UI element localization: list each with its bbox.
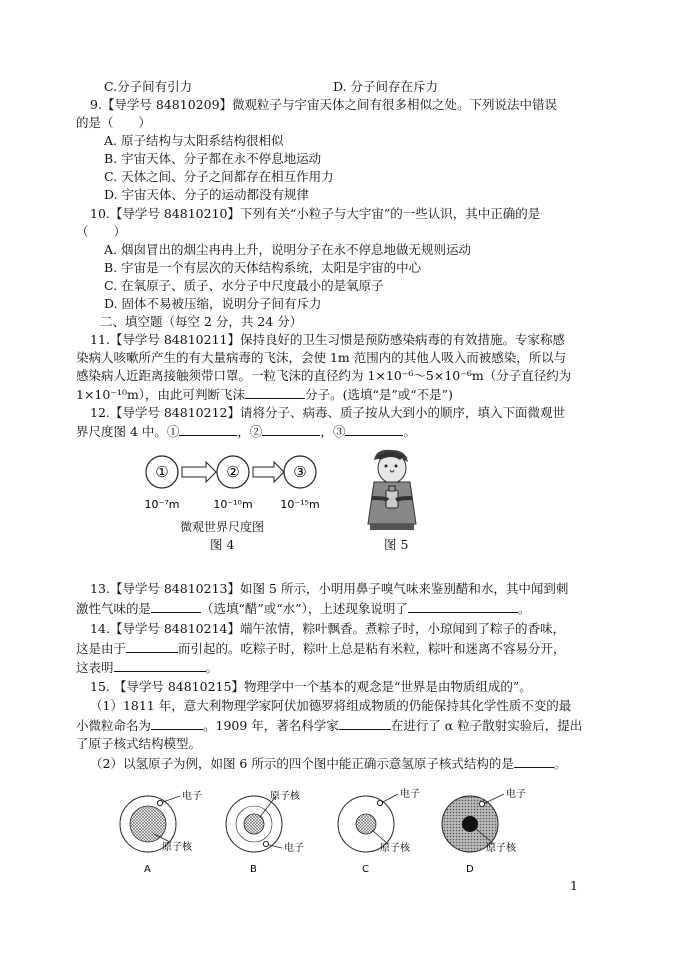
q15-line1: 15. 【导学号 84810215】物理学中一个基本的观念是“世界是由物质组成的”。: [90, 679, 532, 694]
q14-blank-1[interactable]: [126, 639, 178, 653]
figure-4-title: 微观世界尺度图: [180, 520, 265, 534]
q9-stem-line2: 的是（ ）: [76, 115, 152, 130]
atom-d-letter: D: [466, 864, 474, 875]
atom-d-nucleus-label: 原子核: [486, 843, 516, 854]
q12-line2: [76, 422, 416, 441]
q15-part1-line3: 了原子核式结构模型。: [76, 736, 202, 751]
q11-line4-text-b: 分子。(选填“是”或“不是”): [305, 387, 453, 402]
q15-part2: [90, 754, 566, 773]
q10-option-c: C. 在氧原子、质子、水分子中尺度最小的是氧原子: [104, 278, 384, 293]
q9-option-c: C. 天体之间、分子之间都存在相互作用力: [104, 169, 334, 184]
q14-blank-2[interactable]: [114, 658, 206, 672]
q9-option-d: D. 宇宙天体、分子的运动都没有规律: [104, 187, 310, 202]
q10-stem-line1: 10.【导学号 84810210】下列有关“小粒子与大宇宙”的一些认识，其中正确的是: [90, 206, 541, 221]
atom-b-letter: B: [250, 864, 257, 875]
q15-part2-end: 。: [553, 756, 567, 771]
atom-a-nucleus-label: 原子核: [162, 842, 192, 853]
q10-option-d: D. 固体不易被压缩，说明分子间有斥力: [104, 296, 322, 311]
q10-stem-line2: （ ）: [76, 224, 127, 239]
q15-text-b: 。1909 年，著名科学家: [203, 718, 339, 733]
q14-text-c: 这表明: [76, 660, 114, 675]
q10-option-a: A. 烟囱冒出的烟尘冉冉上升，说明分子在永不停息地做无规则运动: [104, 242, 471, 257]
q10-option-b: B. 宇宙是一个有层次的天体结构系统，太阳是宇宙的中心: [104, 260, 422, 275]
arrow-2-icon: [253, 462, 284, 482]
section-fill-in-heading: 二、填空题（每空 2 分，共 24 分）: [100, 314, 303, 329]
atom-model-c: [338, 787, 420, 875]
q13-text-c: 。: [517, 601, 531, 616]
q14-line3: [76, 658, 218, 677]
q12-blank-2[interactable]: [262, 422, 320, 436]
scale-value-3: 10⁻¹⁵m: [280, 498, 320, 511]
page-number: 1: [570, 878, 578, 893]
q11-line2: 染病人咳嗽所产生的有大量病毒的飞沫，会使 1m 范围内的其他人吸入而被感染，所以与: [76, 350, 567, 365]
atom-b-electron-label: 电子: [284, 843, 304, 854]
q15-part1-line1: （1）1811 年，意大利物理学家阿伏加德罗将组成物质的仍能保持其化学性质不变的最: [90, 698, 572, 713]
scale-value-2: 10⁻¹⁰m: [213, 498, 253, 511]
atom-a-electron-label: 电子: [182, 791, 202, 802]
q15-blank-2[interactable]: [339, 716, 391, 730]
q15-blank-3[interactable]: [514, 754, 554, 768]
q15-text-c: 在进行了 α 粒子散射实验后，提出: [390, 718, 583, 733]
q12-text-a: 界尺度图 4 中。①: [76, 424, 180, 439]
q13-line2: [76, 599, 530, 618]
figure-4-micro-scale: [140, 452, 320, 522]
q12-text-d: 。: [403, 424, 416, 439]
atom-model-a: [120, 789, 202, 875]
q13-blank-2[interactable]: [408, 599, 518, 613]
scale-circle-2-label: ②: [226, 463, 240, 481]
figure-6-atom-models: [110, 784, 580, 876]
q9-option-b: B. 宇宙天体、分子都在永不停息地运动: [104, 151, 322, 166]
atom-c-nucleus-label: 原子核: [380, 843, 410, 854]
scale-value-1: 10⁻⁷m: [144, 498, 180, 511]
q9-stem-line1: 9.【导学号 84810209】微观粒子与宇宙天体之间有很多相似之处。下列说法中错误: [90, 97, 558, 112]
q14-line2: [76, 639, 566, 658]
q14-text-a: 这是由于: [76, 641, 127, 656]
atom-model-b: [226, 789, 304, 875]
figure-4-caption: 图 4: [210, 537, 235, 552]
scale-circle-3-label: ③: [293, 463, 307, 481]
atom-c-letter: C: [362, 864, 369, 875]
atom-a-letter: A: [144, 864, 151, 875]
q14-text-b: 而引起的。吃粽子时，粽叶上总是粘有米粒，粽叶和迷离不容易分开，: [178, 641, 566, 656]
figure-5-caption: 图 5: [384, 537, 409, 552]
q12-text-b: ，②: [237, 424, 263, 439]
q9-option-a: A. 原子结构与太阳系结构很相似: [104, 133, 284, 148]
atom-d-electron-label: 电子: [506, 789, 526, 800]
q11-line1: 11.【导学号 84810211】保持良好的卫生习惯是预防感染病毒的有效措施。专家称感: [90, 332, 565, 347]
atom-c-electron-label: 电子: [400, 789, 420, 800]
q14-text-d: 。: [205, 660, 219, 675]
q13-text-a: 激性气味的是: [76, 601, 152, 616]
q8-option-c: C.分子间有引力: [104, 79, 193, 94]
q15-part1-line2: [76, 716, 582, 735]
q11-line4: [76, 385, 453, 404]
q11-line3: 感染病人近距离接触须带口罩。一粒飞沫的直径约为 1×10⁻⁶～5×10⁻⁶m（分子直径约为: [76, 368, 572, 383]
arrow-1-icon: [182, 462, 216, 482]
atom-model-d: [442, 787, 526, 875]
q15-text-a: 小微粒命名为: [76, 718, 152, 733]
q15-blank-1[interactable]: [151, 716, 203, 730]
q11-answer-blank[interactable]: [245, 385, 305, 399]
atom-b-nucleus-label: 原子核: [270, 791, 300, 802]
scale-circle-1-label: ①: [155, 463, 169, 481]
q13-text-b: （选填“醋”或“水”），上述现象说明了: [201, 601, 408, 616]
q12-line1: 12.【导学号 84810212】请将分子、病毒、质子按从大到小的顺序，填入下面微观世: [90, 405, 565, 420]
q12-blank-3[interactable]: [345, 422, 403, 436]
q11-line4-text-a: 1×10⁻¹⁰m），由此可判断飞沫: [76, 387, 246, 402]
q12-text-c: ，③: [320, 424, 346, 439]
q8-option-d: D. 分子间存在斥力: [333, 79, 439, 94]
q14-line1: 14.【导学号 84810214】端午浓情，粽叶飘香。煮粽子时，小琼闻到了粽子的香味，: [90, 621, 565, 636]
figure-5-boy-smelling-icon: [356, 446, 428, 532]
q12-blank-1[interactable]: [179, 422, 237, 436]
q13-blank-1[interactable]: [151, 599, 201, 613]
q15-part2-text: （2）以氢原子为例，如图 6 所示的四个图中能正确示意氢原子核式结构的是: [90, 756, 514, 771]
q13-line1: 13.【导学号 84810213】如图 5 所示，小明用鼻子嗅气味来鉴别醋和水，其中闻到刺: [90, 581, 569, 596]
